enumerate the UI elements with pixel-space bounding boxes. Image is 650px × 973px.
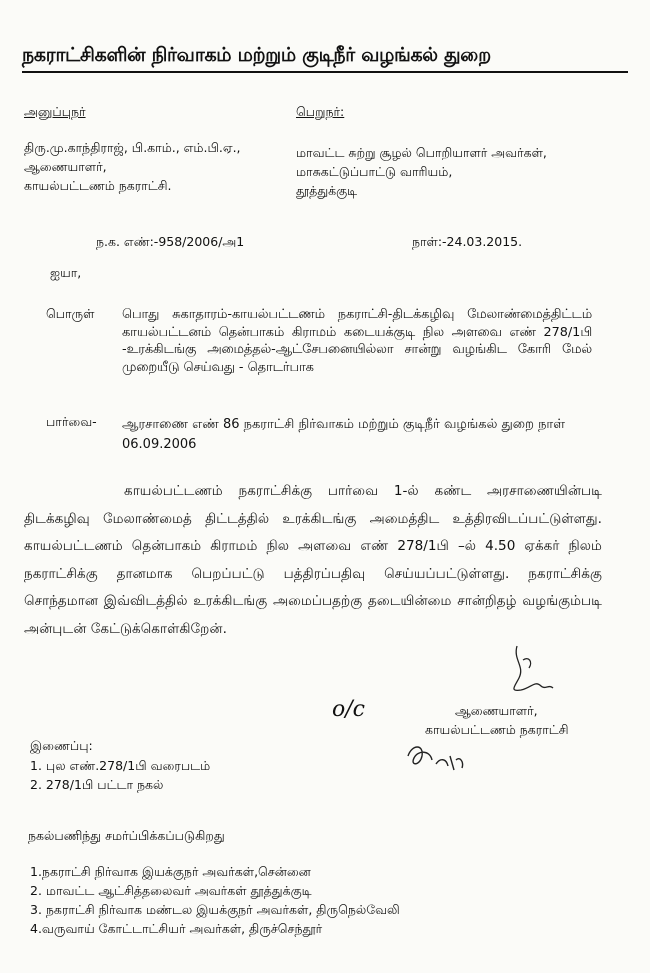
initials-mark <box>402 736 472 778</box>
copy-to-item-2: 2. மாவட்ட ஆட்சித்தலைவர் அவர்கள் தூத்துக்குடி <box>30 883 312 898</box>
page-title: நகராட்சிகளின் நிர்வாகம் மற்றும் குடிநீர் வழங்கல் துறை <box>22 44 491 66</box>
body-paragraph: காயல்பட்டணம் நகராட்சிக்கு பார்வை 1-ல் கண்ட அரசாணையின்படி திடக்கழிவு மேலாண்மைத் திட்டத்தில் உரக்கிடங்கு அமைத்திட உத்திரவிடப்பட்டுள்ளது. காயல்பட்டணம் தென்பாகம் கிராமம் நில அளவை எண் 278/1பி –ல் 4.50 ஏக்கர் நிலம் நகராட்சிக்கு தானமாக பெறப்பட்டு பத்திரப்பதிவு செய்யப்பட்டுள்ளது. நகராட்சிக்கு சொந்தமான இவ்விடத்தில் உரக்கிடங்கு அமைப்பதற்கு தடையின்மை சான்றிதழ் வழங்கும்படி அன்புடன் கேட்டுக்கொள்கிறேன். <box>24 483 602 637</box>
recipient-line-3: தூத்துக்குடி <box>296 183 358 198</box>
copy-to-item-1: 1.நகராட்சி நிர்வாக இயக்குநர் அவர்கள்,சென்னை <box>30 864 311 879</box>
signatory-office: காயல்பட்டணம் நகராட்சி <box>425 722 569 737</box>
signatory-title: ஆணையாளர், <box>455 703 538 718</box>
enclosure-item-1: 1. புல எண்.278/1பி வரைபடம் <box>30 758 211 773</box>
recipient-label: பெறுநர்: <box>296 104 345 119</box>
enclosures-label: இணைப்பு: <box>30 738 93 753</box>
sender-line-3: காயல்பட்டணம் நகராட்சி. <box>24 178 172 193</box>
reference-number: ந.க. எண்:-958/2006/அ1 <box>96 234 245 249</box>
sender-line-2: ஆணையாளர், <box>24 159 107 174</box>
subject-label: பொருள் <box>46 306 95 321</box>
copy-to-label: நகல்பணிந்து சமர்ப்பிக்கப்படுகிறது <box>28 828 225 843</box>
salutation: ஐயா, <box>50 265 82 280</box>
enclosure-item-2: 2. 278/1பி பட்டா நகல் <box>30 777 164 792</box>
oc-mark: o/c <box>332 697 365 722</box>
sender-line-1: திரு.மு.காந்திராஜ், பி.காம்., எம்.பி.ஏ., <box>24 140 241 155</box>
letter-date: நாள்:-24.03.2015. <box>412 234 523 249</box>
signature-mark <box>495 640 575 700</box>
title-underline <box>22 71 628 73</box>
sender-label: அனுப்புநர் <box>24 104 86 119</box>
recipient-line-1: மாவட்ட சுற்று சூழல் பொறியாளர் அவர்கள், <box>296 145 547 160</box>
copy-to-item-4: 4.வருவாய் கோட்டாட்சியர் அவர்கள், திருச்செந்தூர் <box>30 921 323 936</box>
recipient-line-2: மாசுகட்டுப்பாட்டு வாரியம், <box>296 164 453 179</box>
subject-text: பொது சுகாதாரம்-காயல்பட்டணம் நகராட்சி-திடக்கழிவு மேலாண்மைத்திட்டம் காயல்பட்டனம் தென்பாகம் கிராமம் கடையக்குடி நில அளவை எண் 278/1பி -உரக்கிடங்கு அமைத்தல்-ஆட்சேபனையில்லா சான்று வழங்கிட கோரி மேல் முறையீடு செய்வது - தொடர்பாக <box>122 307 592 375</box>
copy-to-item-3: 3. நகராட்சி நிர்வாக மண்டல இயக்குநர் அவர்கள், திருநெல்வேலி <box>30 902 400 917</box>
reference-text: ஆரசாணை எண் 86 நகராட்சி நிர்வாகம் மற்றும் குடிநீர் வழங்கல் துறை நாள் 06.09.2006 <box>122 417 565 452</box>
reference-label: பார்வை- <box>46 414 97 429</box>
